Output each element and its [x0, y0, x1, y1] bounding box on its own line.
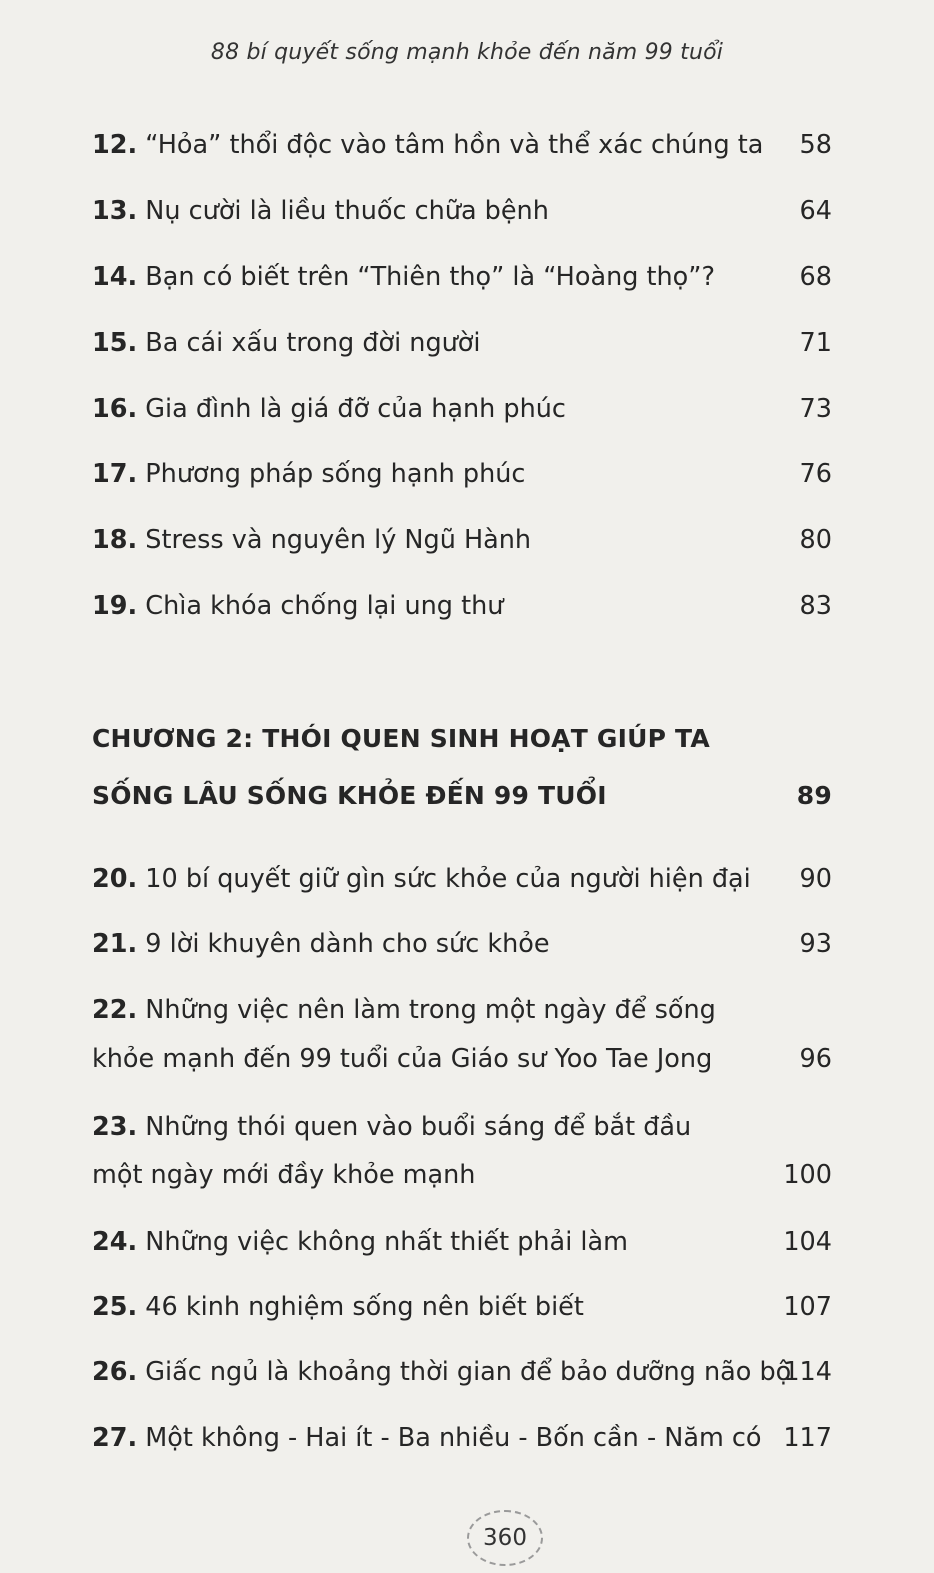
entry-page: 114 [783, 1357, 832, 1387]
toc-entry [92, 392, 832, 426]
entry-page: 107 [783, 1292, 832, 1322]
entry-number: 18. [92, 525, 138, 555]
entry-page: 64 [799, 196, 832, 226]
toc-entry [92, 862, 832, 896]
entry-page: 100 [783, 1160, 832, 1190]
entry-number: 17. [92, 459, 138, 489]
entry-title: Gia đình là giá đỡ của hạnh phúc [145, 394, 566, 424]
entry-page: 68 [799, 262, 832, 292]
entry-number: 25. [92, 1292, 138, 1322]
entry-title: Những việc nên làm trong một ngày để sống [145, 995, 716, 1025]
entry-number: 15. [92, 328, 138, 358]
chapter-heading [92, 722, 832, 756]
toc-entry [92, 1355, 832, 1389]
entry-title: Giấc ngủ là khoảng thời gian để bảo dưỡng não bộ [145, 1357, 792, 1387]
page-number: 360 [483, 1525, 527, 1551]
toc-entry [92, 128, 832, 162]
entry-title: Những thói quen vào buổi sáng để bắt đầu [145, 1112, 692, 1142]
toc-entry [92, 1290, 832, 1324]
toc-entry [92, 1421, 832, 1455]
toc-entry [92, 326, 832, 360]
entry-title-continued: một ngày mới đầy khỏe mạnh [92, 1160, 476, 1190]
entry-page: 83 [799, 591, 832, 621]
entry-number: 22. [92, 995, 138, 1025]
entry-number: 19. [92, 591, 138, 621]
entry-title: Nụ cười là liều thuốc chữa bệnh [145, 196, 549, 226]
entry-title: Bạn có biết trên “Thiên thọ” là “Hoàng thọ”? [145, 262, 716, 292]
chapter-heading-line2 [92, 779, 832, 813]
entry-page: 90 [799, 864, 832, 894]
entry-title: Chìa khóa chống lại ung thư [145, 591, 504, 621]
entry-number: 23. [92, 1112, 138, 1142]
entry-page: 117 [783, 1423, 832, 1453]
entry-page: 76 [799, 459, 832, 489]
entry-title: Phương pháp sống hạnh phúc [145, 459, 526, 489]
chapter-title-line1: CHƯƠNG 2: THÓI QUEN SINH HOẠT GIÚP TA [92, 724, 710, 753]
entry-title: Những việc không nhất thiết phải làm [145, 1227, 628, 1257]
entry-number: 12. [92, 130, 138, 160]
entry-number: 21. [92, 929, 138, 959]
toc-entry [92, 194, 832, 228]
entry-title: 9 lời khuyên dành cho sức khỏe [145, 929, 550, 959]
entry-title: 10 bí quyết giữ gìn sức khỏe của người hiện đại [145, 864, 751, 894]
entry-page: 71 [799, 328, 832, 358]
toc-entry [92, 993, 832, 1074]
entry-page: 58 [799, 130, 832, 160]
entry-page: 93 [799, 929, 832, 959]
toc-entry [92, 1225, 832, 1259]
entry-page: 104 [783, 1227, 832, 1257]
entry-page: 80 [799, 525, 832, 555]
toc-entry [92, 523, 832, 557]
entry-page: 73 [799, 394, 832, 424]
entry-number: 26. [92, 1357, 138, 1387]
entry-number: 16. [92, 394, 138, 424]
entry-page: 96 [799, 1044, 832, 1074]
toc-entry [92, 927, 832, 961]
toc-entry [92, 260, 832, 294]
entry-title: Ba cái xấu trong đời người [145, 328, 481, 358]
chapter-title-line2: SỐNG LÂU SỐNG KHỎE ĐẾN 99 TUỔI [92, 781, 607, 810]
entry-title: Một không - Hai ít - Ba nhiều - Bốn cần - Năm có [145, 1423, 762, 1453]
toc-entry [92, 589, 832, 623]
entry-number: 24. [92, 1227, 138, 1257]
entry-title-continued: khỏe mạnh đến 99 tuổi của Giáo sư Yoo Tae Jong [92, 1044, 713, 1074]
entry-title: “Hỏa” thổi độc vào tâm hồn và thể xác chúng ta [145, 130, 764, 160]
running-header: 88 bí quyết sống mạnh khỏe đến năm 99 tuổi [210, 40, 724, 65]
toc-entry [92, 1110, 832, 1190]
entry-number: 27. [92, 1423, 138, 1453]
entry-number: 20. [92, 864, 138, 894]
chapter-page: 89 [796, 781, 832, 810]
page-number-badge [467, 1510, 543, 1566]
entry-number: 14. [92, 262, 138, 292]
entry-title: Stress và nguyên lý Ngũ Hành [145, 525, 532, 555]
toc-entry [92, 457, 832, 491]
entry-title: 46 kinh nghiệm sống nên biết biết [145, 1292, 584, 1322]
entry-number: 13. [92, 196, 138, 226]
